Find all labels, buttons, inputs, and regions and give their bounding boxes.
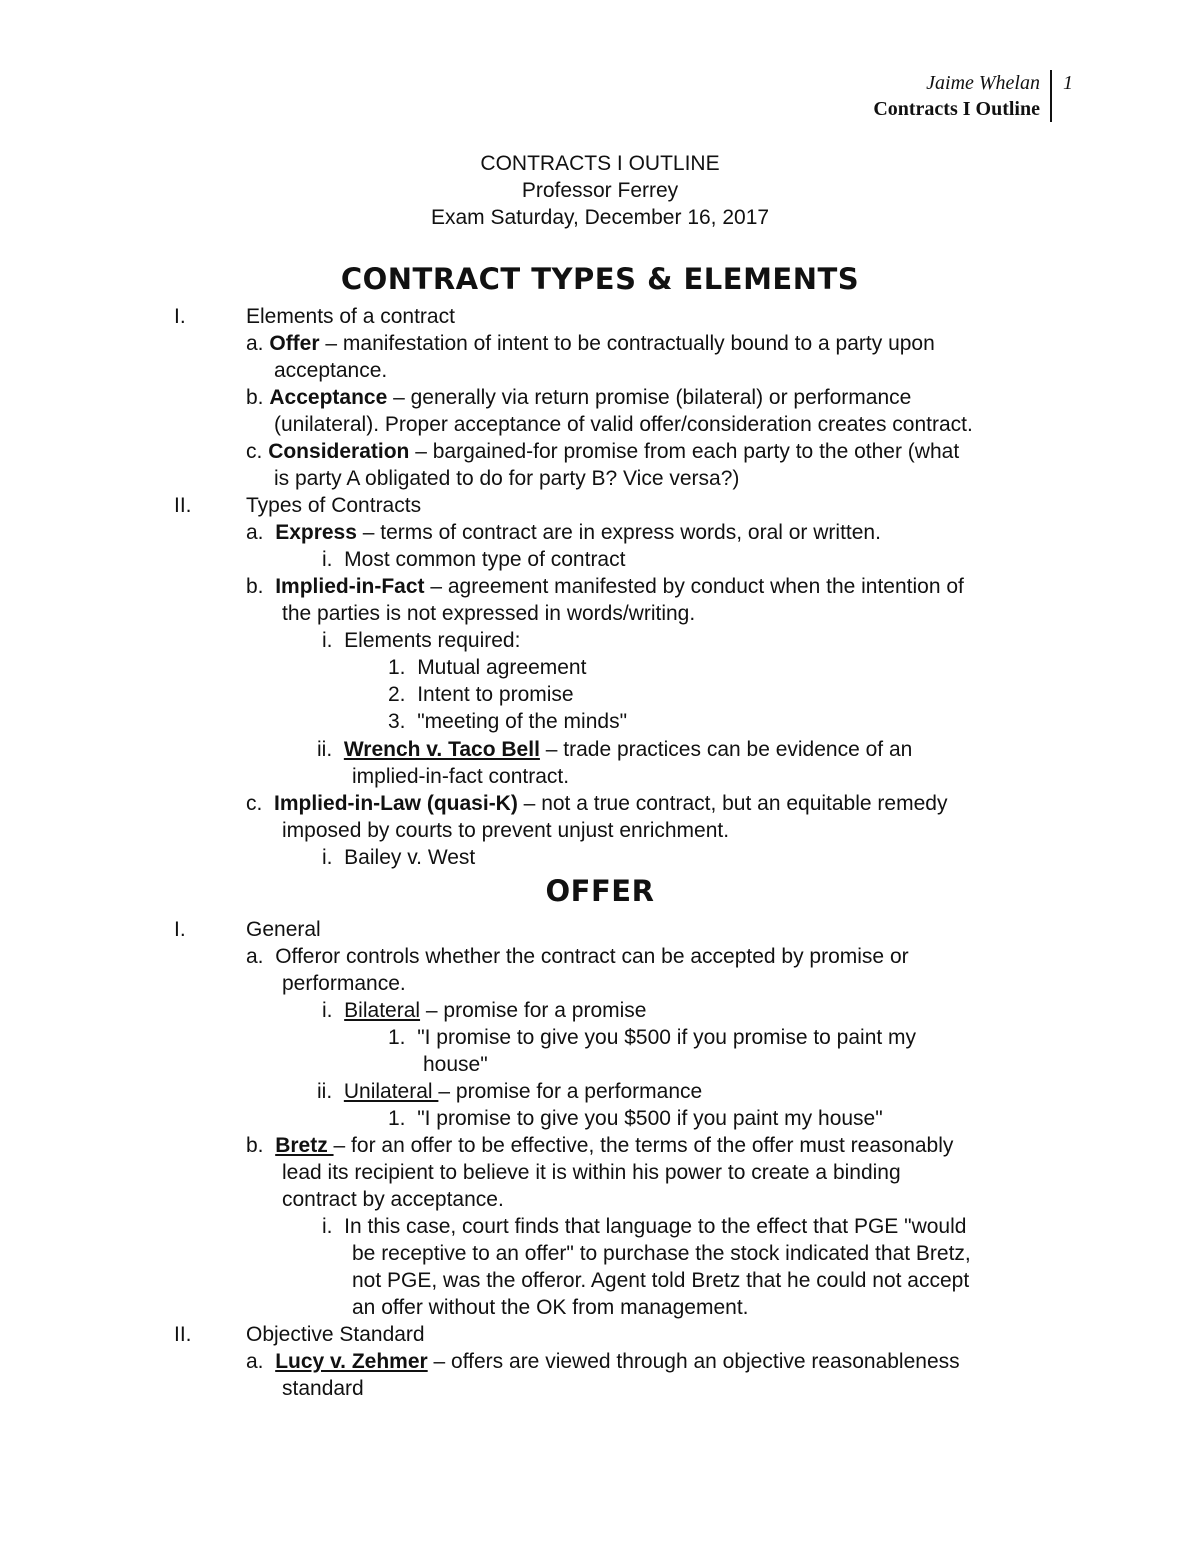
- outline-item: [246, 1348, 960, 1375]
- outline-text: – terms of contract are in express words, oral or written.: [356, 521, 881, 544]
- outline-item: [246, 1132, 953, 1159]
- term-express: Express: [275, 521, 357, 544]
- case-bretz: Bretz: [275, 1134, 334, 1157]
- outline-text: Bailey v. West: [344, 846, 476, 869]
- outline-marker: 1.: [388, 1107, 406, 1130]
- outline-marker: c.: [246, 792, 263, 815]
- outline-item: [322, 1213, 966, 1240]
- outline-continuation: standard: [282, 1377, 364, 1400]
- outline-continuation: implied-in-fact contract.: [352, 765, 570, 788]
- outline-item: [388, 654, 586, 681]
- outline-item: [322, 997, 646, 1024]
- outline-marker: a.: [246, 332, 264, 355]
- outline-text: "I promise to give you $500 if you paint my house": [417, 1107, 883, 1130]
- outline-marker: 1.: [388, 656, 406, 679]
- outline-item: [317, 736, 912, 763]
- outline-marker: 1.: [388, 1026, 406, 1049]
- outline-text: – offers are viewed through an objective reasonableness: [427, 1350, 960, 1373]
- outline-marker: I.: [174, 305, 186, 328]
- header-doc-title: Contracts I Outline: [873, 98, 1040, 120]
- outline-marker: i.: [322, 846, 333, 869]
- outline-marker: II.: [174, 1323, 192, 1346]
- outline-text: – for an offer to be effective, the terms of the offer must reasonably: [333, 1134, 954, 1157]
- case-lucy-v-zehmer: Lucy v. Zehmer: [275, 1350, 428, 1373]
- outline-text: "meeting of the minds": [417, 710, 628, 733]
- outline-continuation: acceptance.: [274, 359, 388, 382]
- outline-item: [388, 681, 574, 708]
- document-title: CONTRACTS I OUTLINE: [480, 152, 720, 175]
- outline-continuation: be receptive to an offer" to purchase the stock indicated that Bretz,: [352, 1242, 971, 1265]
- outline-item: [246, 438, 959, 465]
- outline-marker: ii.: [317, 1080, 333, 1103]
- outline-text: – not a true contract, but an equitable remedy: [517, 792, 948, 815]
- header-author: Jaime Whelan: [926, 72, 1040, 94]
- outline-marker: b.: [246, 1134, 264, 1157]
- outline-text: – agreement manifested by conduct when the intention of: [424, 575, 964, 598]
- title-block: [0, 150, 1200, 231]
- outline-text: "I promise to give you $500 if you promise to paint my: [417, 1026, 917, 1049]
- outline-continuation: (unilateral). Proper acceptance of valid offer/consideration creates contract.: [274, 413, 973, 436]
- case-wrench-v-taco-bell: Wrench v. Taco Bell: [343, 738, 540, 761]
- outline-continuation: not PGE, was the offeror. Agent told Bretz that he could not accept: [352, 1269, 970, 1292]
- outline-item: [246, 519, 881, 546]
- term-implied-in-fact: Implied-in-Fact: [275, 575, 425, 598]
- outline-continuation: lead its recipient to believe it is within his power to create a binding: [282, 1161, 901, 1184]
- outline-item: [388, 1105, 883, 1132]
- outline-text: – bargained-for promise from each party to the other (what: [409, 440, 960, 463]
- running-header: [873, 70, 1052, 122]
- exam-date-line: Exam Saturday, December 16, 2017: [430, 206, 770, 229]
- outline-text: Mutual agreement: [417, 656, 587, 679]
- outline-text: – trade practices can be evidence of an: [539, 738, 913, 761]
- outline-continuation: performance.: [282, 972, 406, 995]
- outline-continuation: an offer without the OK from management.: [352, 1296, 749, 1319]
- outline-marker: i.: [322, 999, 333, 1022]
- outline-item: [246, 330, 935, 357]
- outline-marker: i.: [322, 548, 333, 571]
- term-acceptance: Acceptance: [269, 386, 388, 409]
- outline-marker: I.: [174, 918, 186, 941]
- term-bilateral: Bilateral: [344, 999, 421, 1022]
- outline-marker: ii.: [317, 738, 333, 761]
- outline-marker: II.: [174, 494, 192, 517]
- outline-text: – promise for a promise: [420, 999, 647, 1022]
- term-implied-in-law: Implied-in-Law (quasi-K): [274, 792, 518, 815]
- term-offer: Offer: [269, 332, 320, 355]
- professor-line: Professor Ferrey: [521, 179, 679, 202]
- outline-marker: i.: [322, 1215, 333, 1238]
- outline-item: [246, 790, 947, 817]
- outline-item: [246, 573, 964, 600]
- outline-marker: i.: [322, 629, 333, 652]
- outline-marker: 3.: [388, 710, 406, 733]
- outline-marker: a.: [246, 521, 264, 544]
- outline-continuation: imposed by courts to prevent unjust enrichment.: [282, 819, 730, 842]
- outline-text: Elements required:: [344, 629, 521, 652]
- outline-continuation: contract by acceptance.: [282, 1188, 504, 1211]
- outline-item: [322, 844, 475, 871]
- outline-item: [388, 1024, 916, 1051]
- outline-continuation: house": [423, 1053, 488, 1076]
- outline-marker: b.: [246, 386, 264, 409]
- outline-item: General: [246, 918, 321, 941]
- outline-text: Most common type of contract: [344, 548, 626, 571]
- outline-continuation: is party A obligated to do for party B? Vice versa?): [274, 467, 740, 490]
- outline-text: In this case, court finds that language to the effect that PGE "would: [344, 1215, 967, 1238]
- outline-item: [246, 384, 911, 411]
- outline-item: [317, 1078, 702, 1105]
- outline-text: – generally via return promise (bilateral) or performance: [387, 386, 912, 409]
- page-number: 1: [1063, 72, 1073, 94]
- outline-continuation: the parties is not expressed in words/writing.: [282, 602, 696, 625]
- outline-item: [246, 943, 909, 970]
- outline-marker: a.: [246, 945, 264, 968]
- outline-marker: c.: [246, 440, 263, 463]
- term-consideration: Consideration: [268, 440, 410, 463]
- outline-item: Types of Contracts: [246, 494, 422, 517]
- section-heading-offer: OFFER: [545, 874, 655, 908]
- outline-item: [322, 627, 520, 654]
- outline-text: – manifestation of intent to be contractually bound to a party upon: [319, 332, 935, 355]
- outline-marker: a.: [246, 1350, 264, 1373]
- term-unilateral: Unilateral: [343, 1080, 439, 1103]
- outline-marker: 2.: [388, 683, 406, 706]
- outline-text: – promise for a performance: [438, 1080, 703, 1103]
- outline-item: Elements of a contract: [246, 305, 455, 328]
- outline-text: Intent to promise: [417, 683, 574, 706]
- section-heading-contract-types: CONTRACT TYPES & ELEMENTS: [340, 262, 860, 296]
- outline-marker: b.: [246, 575, 264, 598]
- outline-item: Objective Standard: [246, 1323, 425, 1346]
- outline-item: [388, 708, 627, 735]
- outline-item: [322, 546, 625, 573]
- outline-text: Offeror controls whether the contract can be accepted by promise or: [275, 945, 909, 968]
